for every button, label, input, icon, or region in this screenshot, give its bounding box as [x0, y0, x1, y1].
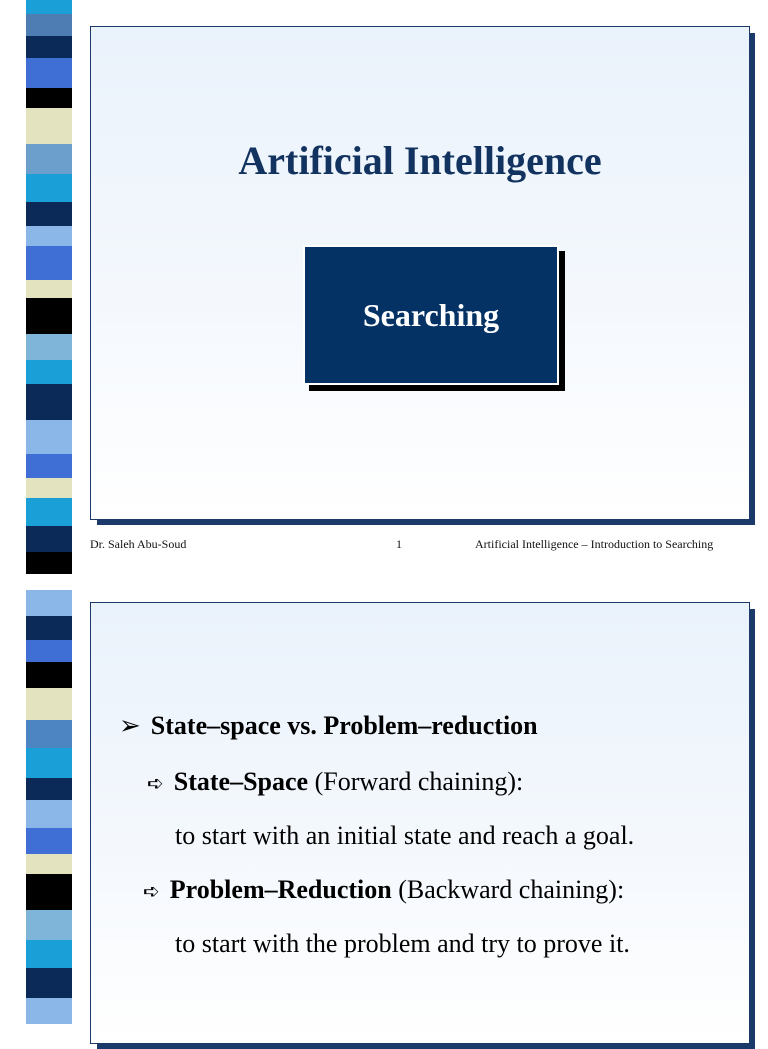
slide-title: Artificial Intelligence	[238, 138, 602, 183]
main-bullet-text: State–space vs. Problem–reduction	[150, 711, 538, 740]
sub-bullet-term: Problem–Reduction	[169, 875, 392, 904]
sub-bullet-description: to start with an initial state and reach a goal.	[175, 821, 635, 850]
slide-1	[90, 26, 750, 520]
outline-arrow-bullet-icon: ➪	[143, 881, 160, 903]
sub-bullet-detail: (Forward chaining):	[308, 767, 524, 796]
main-bullet	[119, 711, 538, 741]
decorative-stripe-bar	[26, 0, 72, 1024]
outline-arrow-bullet-icon: ➪	[147, 773, 164, 795]
slide-2	[90, 602, 750, 1044]
sub-bullet-description: to start with the problem and try to prove it.	[175, 929, 630, 958]
footer-author: Dr. Saleh Abu-Soud	[90, 537, 187, 551]
sub-bullet-detail: (Backward chaining):	[391, 875, 625, 904]
sub-bullet	[147, 767, 523, 797]
sub-bullet-term: State–Space	[173, 767, 309, 796]
footer-course: Artificial Intelligence – Introduction to Searching	[475, 537, 714, 551]
footer-page-number: 1	[396, 537, 402, 551]
subtitle-text: Searching	[362, 296, 500, 333]
subtitle-box	[303, 245, 559, 385]
arrowhead-bullet-icon: ➢	[119, 711, 141, 740]
slide-footer	[0, 537, 768, 553]
sub-bullet	[143, 875, 624, 905]
